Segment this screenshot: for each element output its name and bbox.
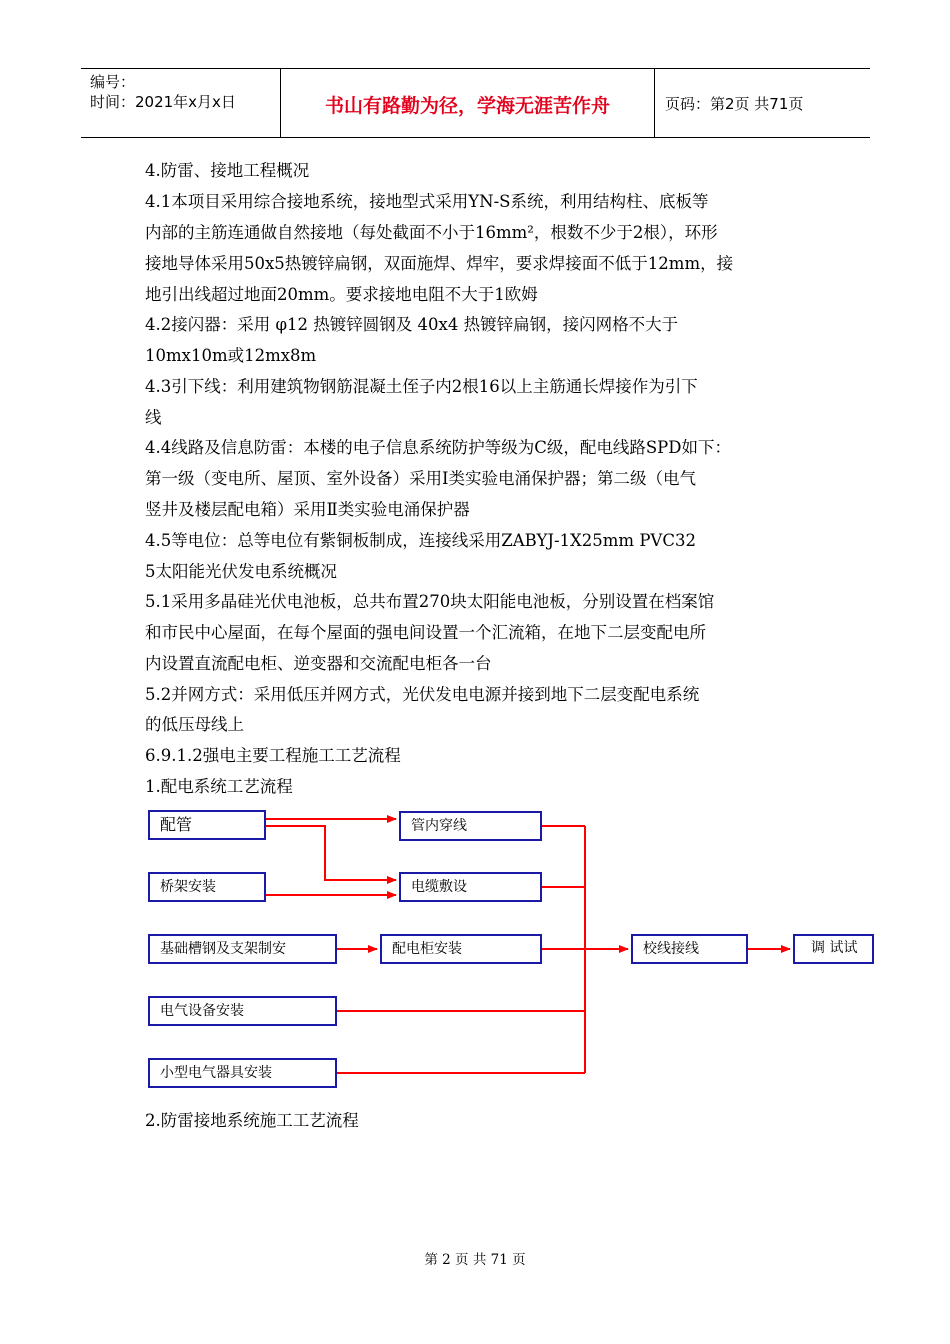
flow-box-jichu: 基础槽钢及支架制安 (148, 934, 337, 964)
heading-distribution-flow: 1.配电系统工艺流程 (145, 777, 293, 796)
flow-box-qiaojia: 桥架安装 (148, 872, 266, 902)
flow-box-peidiangui: 配电柜安装 (380, 934, 542, 964)
paragraph-line: 的低压母线上 (145, 715, 244, 734)
flow-box-peiguan: 配管 (148, 810, 266, 840)
header-motto: 书山有路勤为径，学海无涯苦作舟 (324, 95, 610, 117)
flow-box-tiaoshi: 调 试试 (793, 934, 874, 964)
flow-box-dianlan: 电缆敷设 (399, 872, 542, 902)
flow-box-xiaoxing: 小型电气器具安装 (148, 1058, 337, 1088)
paragraph-line: 4.4线路及信息防雷：本楼的电子信息系统防护等级为C级，配电线路SPD如下： (145, 438, 731, 457)
document-number-label: 编号： (90, 73, 136, 91)
flow-box-guannei: 管内穿线 (399, 811, 542, 841)
arrow-peiguan-dianlan (266, 826, 396, 880)
paragraph-line: 线 (145, 408, 162, 427)
paragraph-line: 4.3引下线：利用建筑物钢筋混凝土侄子内2根16以上主筋通长焊接作为引下 (145, 377, 698, 396)
flow-box-dianqi: 电气设备安装 (148, 996, 337, 1026)
page-footer: 第 2 页 共 71 页 (424, 1252, 526, 1268)
paragraph-line: 竖井及楼层配电箱）采用Ⅱ类实验电涌保护器 (145, 500, 470, 519)
heading-lightning-flow: 2.防雷接地系统施工工艺流程 (145, 1111, 359, 1130)
paragraph-line: 内部的主筋连通做自然接地（每处截面不小于16mm²，根数不少于2根），环形 (145, 223, 718, 242)
header-page-number: 页码：第2页 共71页 (665, 95, 804, 113)
heading-solar: 5太阳能光伏发电系统概况 (145, 562, 337, 581)
paragraph-line: 5.1采用多晶硅光伏电池板，总共布置270块太阳能电池板，分别设置在档案馆 (145, 592, 715, 611)
document-date: 时间：2021年x月x日 (90, 93, 236, 111)
paragraph-line: 接地导体采用50x5热镀锌扁钢，双面施焊、焊牢，要求焊接面不低于12mm，接 (145, 254, 734, 273)
paragraph-line: 第一级（变电所、屋顶、室外设备）采用Ⅰ类实验电涌保护器；第二级（电气 (145, 469, 697, 488)
heading-process: 6.9.1.2强电主要工程施工工艺流程 (145, 746, 401, 765)
paragraph-line: 4.2接闪器：采用 φ12 热镀锌圆钢及 40x4 热镀锌扁钢，接闪网格不大于 (145, 315, 679, 334)
heading-lightning: 4.防雷、接地工程概况 (145, 161, 310, 180)
paragraph-line: 4.5等电位：总等电位有紫铜板制成，连接线采用ZABYJ-1X25mm PVC32 (145, 531, 696, 550)
paragraph-line: 10mx10m或12mx8m (145, 346, 317, 365)
paragraph-line: 地引出线超过地面20mm。要求接地电阻不大于1欧姆 (145, 285, 538, 304)
paragraph-line: 内设置直流配电柜、逆变器和交流配电柜各一台 (145, 654, 492, 673)
paragraph-line: 和市民中心屋面，在每个屋面的强电间设置一个汇流箱，在地下二层变配电所 (145, 623, 706, 642)
paragraph-line: 5.2并网方式：采用低压并网方式，光伏发电电源并接到地下二层变配电系统 (145, 685, 700, 704)
paragraph-line: 4.1本项目采用综合接地系统，接地型式采用YN-S系统，利用结构柱、底板等 (145, 192, 709, 211)
flow-box-jiaoxian: 校线接线 (631, 934, 748, 964)
